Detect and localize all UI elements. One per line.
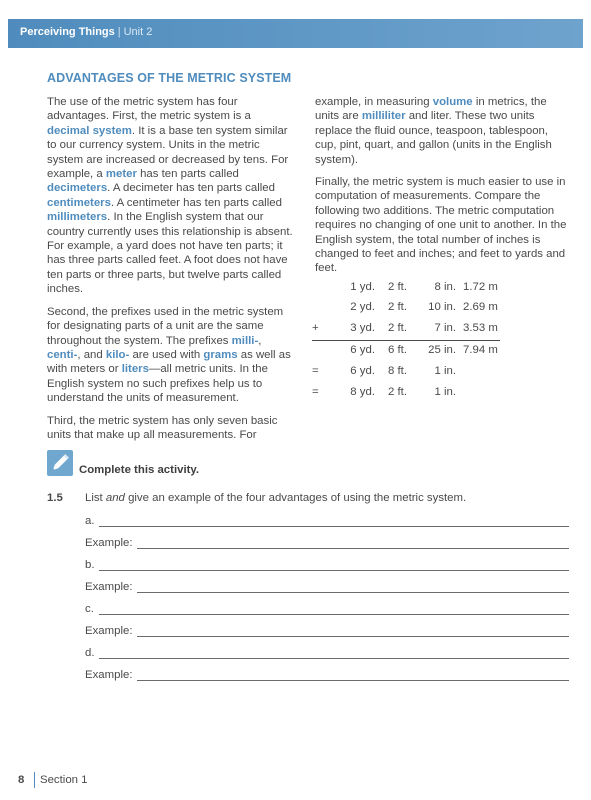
header-separator: | [117,26,121,38]
body-text: Finally, the metric system is much easier to use in computation of measurements. Compare the following two additions. The metric computation requires no changing of one unit to another. In the English system, the total number of inches is changed to feet and inches; and feet to yards and feet. [315,176,567,275]
answer-a-line[interactable] [99,526,569,527]
vocabulary-term: volume [432,96,473,108]
yards-cell: 8 yd. [350,386,375,398]
inches-cell: 7 in. [434,322,456,334]
feet-cell: 2 ft. [388,301,407,313]
answer-c-line[interactable] [99,614,569,615]
paragraph-first-advantage [47,95,295,297]
meters-cell: 7.94 m [463,344,498,356]
example-d-label: Example: [85,669,133,681]
vocabulary-term: grams [203,348,238,361]
section-heading: ADVANTAGES OF THE METRIC SYSTEM [47,71,292,85]
body-text: as well as with meters or [47,348,291,376]
answer-b-line[interactable] [99,570,569,571]
vocabulary-term: milli- [231,334,259,347]
paragraph-third-advantage [47,414,295,443]
feet-cell: 2 ft. [388,322,407,334]
header-unit: Unit 2 [123,26,153,38]
body-text: . A decimeter has ten parts called [107,182,275,195]
addition-comparison-table [312,281,512,401]
body-text: and liter. These two units replace the fluid ounce, teaspoon, tablespoon, cup, pint, quart, and gallon (units in the English system). [315,110,552,166]
vocabulary-term: decimeters [47,182,108,195]
question-text [85,492,466,504]
question-text-after: give an example of the four advantages of using the metric system. [124,492,467,504]
answer-d-line[interactable] [99,658,569,659]
vocabulary-term: kilo- [105,348,130,361]
question-text-before: List [85,492,106,504]
body-text: are used with [129,348,204,361]
example-d-line[interactable] [137,680,569,681]
body-text: The use of the metric system has four advantages. First, the metric system is a [47,96,251,123]
yards-cell: 1 yd. [350,281,375,293]
right-column [315,95,569,284]
answer-d-label: d. [85,647,95,659]
body-text: Second, the prefixes used in the metric system for designating parts of a unit are the same throughout the system. The prefixes [47,305,284,347]
vocabulary-term: milliliter [361,110,406,123]
body-text: example, in measuring [315,96,433,108]
body-text: , [258,334,262,347]
inches-cell: 8 in. [434,281,456,293]
body-text: has ten parts called [136,168,239,181]
operator: + [312,322,319,334]
vocabulary-term: centimeters [47,196,111,209]
feet-cell: 8 ft. [388,365,407,377]
operator: = [312,365,319,377]
inches-cell: 10 in. [428,301,456,313]
page-number: 8 [18,774,25,786]
feet-cell: 6 ft. [388,344,407,356]
vocabulary-term: centi- [47,348,78,361]
answer-a-label: a. [85,515,95,527]
example-c-label: Example: [85,625,133,637]
header-bar [8,19,583,48]
inches-cell: 1 in. [434,365,456,377]
meters-cell: 3.53 m [463,322,498,334]
question-text-emphasis: and [105,492,125,504]
body-text: . In the English system that our country currently uses this relationship is absent. For example, a yard does not have ten parts; it has three parts called feet. A foot does not have ten parts or three parts, but twelve parts called inches. [47,211,293,296]
vocabulary-term: meter [105,168,137,181]
answer-c-label: c. [85,603,94,615]
paragraph-fourth-advantage [315,175,569,276]
body-text: in metrics, the units are [315,96,547,123]
vocabulary-term: millimeters [47,211,108,224]
question-number: 1.5 [47,492,63,504]
yards-cell: 2 yd. [350,301,375,313]
feet-cell: 2 ft. [388,386,407,398]
yards-cell: 3 yd. [350,322,375,334]
example-c-line[interactable] [137,636,569,637]
body-text: . It is a base ten system similar to our currency system. Units in the metric system are increased or decreased by tens. For example, a [47,124,289,181]
vocabulary-term: decimal system [47,124,132,137]
yards-cell: 6 yd. [350,344,375,356]
body-text: , and [77,348,106,361]
meters-cell: 1.72 m [463,281,498,293]
example-b-line[interactable] [137,592,569,593]
feet-cell: 2 ft. [388,281,407,293]
vocabulary-term: liters [121,363,149,376]
activity-label: Complete this activity. [79,464,200,476]
operator: = [312,386,319,398]
yards-cell: 6 yd. [350,365,375,377]
example-b-label: Example: [85,581,133,593]
footer-section: Section 1 [40,774,88,786]
example-a-label: Example: [85,537,133,549]
body-text: . A centimeter has ten parts called [110,196,282,209]
paragraph-volume-example [315,95,569,167]
sum-line [312,340,500,341]
meters-cell: 2.69 m [463,301,498,313]
body-text: —all metric units. In the English system no such prefixes help us to understand the units of measurement. [47,363,268,405]
body-text: Third, the metric system has only seven basic units that make up all measurements. For [47,414,278,441]
header-title [20,26,152,38]
pencil-icon [47,450,73,476]
left-column [47,95,295,450]
example-a-line[interactable] [137,548,569,549]
answer-b-label: b. [85,559,95,571]
header-title-text: Perceiving Things [20,26,115,38]
footer-divider [34,772,35,788]
inches-cell: 1 in. [434,386,456,398]
inches-cell: 25 in. [428,344,456,356]
paragraph-second-advantage [47,305,295,406]
